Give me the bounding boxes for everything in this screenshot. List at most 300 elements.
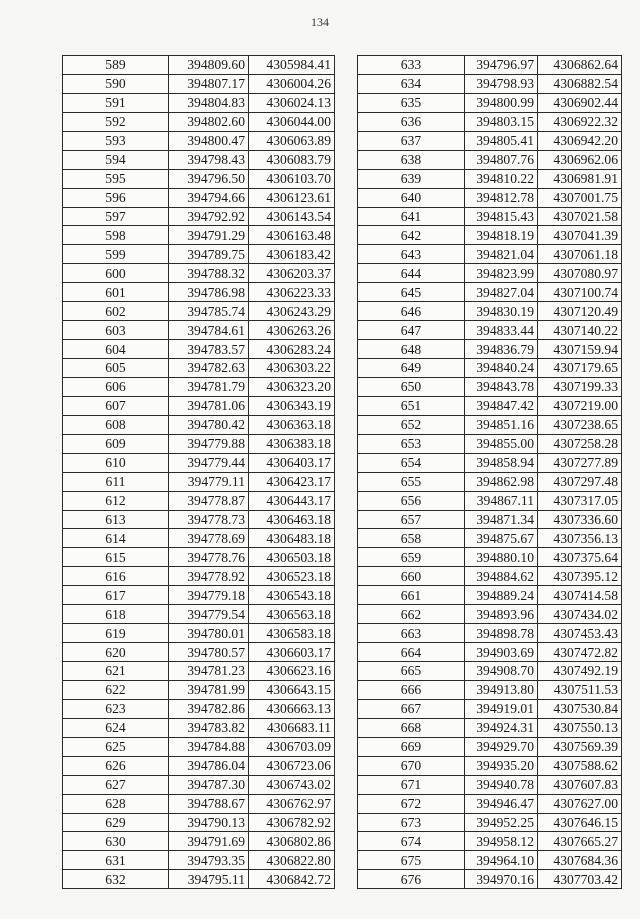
y-coordinate-cell: 4306123.61	[249, 188, 335, 207]
point-number-cell: 674	[358, 832, 465, 851]
y-coordinate-cell: 4306563.18	[249, 605, 335, 624]
point-number-cell: 652	[358, 415, 465, 434]
y-coordinate-cell: 4306343.19	[249, 396, 335, 415]
x-coordinate-cell: 394783.82	[169, 718, 249, 737]
x-coordinate-cell: 394804.83	[169, 93, 249, 112]
table-row	[63, 643, 335, 662]
x-coordinate-cell: 394778.69	[169, 529, 249, 548]
x-coordinate-cell: 394779.54	[169, 605, 249, 624]
table-row	[358, 188, 622, 207]
point-number-cell: 651	[358, 396, 465, 415]
y-coordinate-cell: 4307100.74	[538, 283, 622, 302]
table-row	[63, 264, 335, 283]
y-coordinate-cell: 4306143.54	[249, 207, 335, 226]
x-coordinate-cell: 394778.73	[169, 510, 249, 529]
y-coordinate-cell: 4306163.48	[249, 226, 335, 245]
y-coordinate-cell: 4306703.09	[249, 737, 335, 756]
table-row	[63, 226, 335, 245]
point-number-cell: 600	[63, 264, 169, 283]
table-row	[358, 169, 622, 188]
x-coordinate-cell: 394778.87	[169, 491, 249, 510]
table-row	[358, 56, 622, 75]
x-coordinate-cell: 394781.23	[169, 662, 249, 681]
point-number-cell: 617	[63, 586, 169, 605]
point-number-cell: 612	[63, 491, 169, 510]
x-coordinate-cell: 394958.12	[465, 832, 538, 851]
point-number-cell: 646	[358, 302, 465, 321]
y-coordinate-cell: 4307120.49	[538, 302, 622, 321]
x-coordinate-cell: 394788.67	[169, 794, 249, 813]
point-number-cell: 673	[358, 813, 465, 832]
y-coordinate-cell: 4306243.29	[249, 302, 335, 321]
y-coordinate-cell: 4306323.20	[249, 377, 335, 396]
point-number-cell: 653	[358, 434, 465, 453]
point-number-cell: 604	[63, 340, 169, 359]
table-row	[358, 112, 622, 131]
table-row	[63, 415, 335, 434]
y-coordinate-cell: 4305984.41	[249, 56, 335, 75]
point-number-cell: 663	[358, 624, 465, 643]
table-row	[358, 510, 622, 529]
table-row	[358, 832, 622, 851]
table-row	[358, 283, 622, 302]
y-coordinate-cell: 4307665.27	[538, 832, 622, 851]
y-coordinate-cell: 4306882.54	[538, 74, 622, 93]
table-row	[63, 662, 335, 681]
point-number-cell: 644	[358, 264, 465, 283]
y-coordinate-cell: 4306483.18	[249, 529, 335, 548]
table-row	[63, 586, 335, 605]
y-coordinate-cell: 4307588.62	[538, 756, 622, 775]
table-row	[63, 302, 335, 321]
y-coordinate-cell: 4306203.37	[249, 264, 335, 283]
point-number-cell: 594	[63, 150, 169, 169]
y-coordinate-cell: 4306063.89	[249, 131, 335, 150]
point-number-cell: 622	[63, 680, 169, 699]
x-coordinate-cell: 394908.70	[465, 662, 538, 681]
y-coordinate-cell: 4306083.79	[249, 150, 335, 169]
table-row	[63, 377, 335, 396]
table-row	[63, 529, 335, 548]
coordinates-table-left-body	[63, 56, 335, 889]
page-number: 134	[311, 15, 329, 29]
table-row	[63, 680, 335, 699]
point-number-cell: 616	[63, 567, 169, 586]
x-coordinate-cell: 394858.94	[465, 453, 538, 472]
x-coordinate-cell: 394796.97	[465, 56, 538, 75]
point-number-cell: 665	[358, 662, 465, 681]
y-coordinate-cell: 4307627.00	[538, 794, 622, 813]
table-row	[63, 851, 335, 870]
point-number-cell: 592	[63, 112, 169, 131]
point-number-cell: 650	[358, 377, 465, 396]
point-number-cell: 629	[63, 813, 169, 832]
y-coordinate-cell: 4306463.18	[249, 510, 335, 529]
x-coordinate-cell: 394964.10	[465, 851, 538, 870]
table-row	[358, 245, 622, 264]
y-coordinate-cell: 4307001.75	[538, 188, 622, 207]
y-coordinate-cell: 4307317.05	[538, 491, 622, 510]
point-number-cell: 593	[63, 131, 169, 150]
table-row	[63, 321, 335, 340]
table-row	[358, 662, 622, 681]
point-number-cell: 641	[358, 207, 465, 226]
point-number-cell: 657	[358, 510, 465, 529]
point-number-cell: 642	[358, 226, 465, 245]
y-coordinate-cell: 4306723.06	[249, 756, 335, 775]
x-coordinate-cell: 394786.04	[169, 756, 249, 775]
y-coordinate-cell: 4306623.16	[249, 662, 335, 681]
point-number-cell: 639	[358, 169, 465, 188]
point-number-cell: 619	[63, 624, 169, 643]
x-coordinate-cell: 394807.76	[465, 150, 538, 169]
table-row	[358, 93, 622, 112]
x-coordinate-cell: 394851.16	[465, 415, 538, 434]
y-coordinate-cell: 4306862.64	[538, 56, 622, 75]
point-number-cell: 634	[358, 74, 465, 93]
x-coordinate-cell: 394812.78	[465, 188, 538, 207]
y-coordinate-cell: 4307453.43	[538, 624, 622, 643]
table-row	[63, 169, 335, 188]
table-row	[63, 150, 335, 169]
point-number-cell: 597	[63, 207, 169, 226]
x-coordinate-cell: 394791.29	[169, 226, 249, 245]
x-coordinate-cell: 394794.66	[169, 188, 249, 207]
y-coordinate-cell: 4307179.65	[538, 359, 622, 378]
y-coordinate-cell: 4307530.84	[538, 699, 622, 718]
x-coordinate-cell: 394792.92	[169, 207, 249, 226]
x-coordinate-cell: 394780.42	[169, 415, 249, 434]
y-coordinate-cell: 4306663.13	[249, 699, 335, 718]
y-coordinate-cell: 4307684.36	[538, 851, 622, 870]
x-coordinate-cell: 394880.10	[465, 548, 538, 567]
y-coordinate-cell: 4307703.42	[538, 870, 622, 889]
x-coordinate-cell: 394782.63	[169, 359, 249, 378]
table-row	[358, 491, 622, 510]
point-number-cell: 615	[63, 548, 169, 567]
point-number-cell: 667	[358, 699, 465, 718]
table-row	[63, 188, 335, 207]
table-row	[358, 567, 622, 586]
table-row	[63, 756, 335, 775]
y-coordinate-cell: 4307472.82	[538, 643, 622, 662]
point-number-cell: 614	[63, 529, 169, 548]
point-number-cell: 648	[358, 340, 465, 359]
x-coordinate-cell: 394798.93	[465, 74, 538, 93]
table-row	[63, 510, 335, 529]
point-number-cell: 601	[63, 283, 169, 302]
y-coordinate-cell: 4306762.97	[249, 794, 335, 813]
point-number-cell: 666	[358, 680, 465, 699]
point-number-cell: 645	[358, 283, 465, 302]
x-coordinate-cell: 394862.98	[465, 472, 538, 491]
point-number-cell: 633	[358, 56, 465, 75]
point-number-cell: 599	[63, 245, 169, 264]
x-coordinate-cell: 394789.75	[169, 245, 249, 264]
x-coordinate-cell: 394871.34	[465, 510, 538, 529]
table-row	[358, 605, 622, 624]
table-row	[63, 832, 335, 851]
y-coordinate-cell: 4306363.18	[249, 415, 335, 434]
point-number-cell: 631	[63, 851, 169, 870]
y-coordinate-cell: 4306183.42	[249, 245, 335, 264]
table-row	[358, 680, 622, 699]
y-coordinate-cell: 4306942.20	[538, 131, 622, 150]
table-row	[63, 794, 335, 813]
table-row	[358, 624, 622, 643]
table-row	[358, 775, 622, 794]
y-coordinate-cell: 4307199.33	[538, 377, 622, 396]
table-row	[63, 699, 335, 718]
table-row	[358, 870, 622, 889]
table-row	[63, 112, 335, 131]
x-coordinate-cell: 394785.74	[169, 302, 249, 321]
table-row	[358, 586, 622, 605]
table-row	[358, 150, 622, 169]
x-coordinate-cell: 394790.13	[169, 813, 249, 832]
point-number-cell: 636	[358, 112, 465, 131]
point-number-cell: 656	[358, 491, 465, 510]
y-coordinate-cell: 4307375.64	[538, 548, 622, 567]
y-coordinate-cell: 4307356.13	[538, 529, 622, 548]
x-coordinate-cell: 394803.15	[465, 112, 538, 131]
table-row	[358, 699, 622, 718]
x-coordinate-cell: 394810.22	[465, 169, 538, 188]
point-number-cell: 647	[358, 321, 465, 340]
point-number-cell: 661	[358, 586, 465, 605]
point-number-cell: 635	[358, 93, 465, 112]
y-coordinate-cell: 4307414.58	[538, 586, 622, 605]
table-row	[358, 718, 622, 737]
table-row	[63, 245, 335, 264]
y-coordinate-cell: 4307061.18	[538, 245, 622, 264]
y-coordinate-cell: 4306303.22	[249, 359, 335, 378]
x-coordinate-cell: 394778.76	[169, 548, 249, 567]
x-coordinate-cell: 394788.32	[169, 264, 249, 283]
table-row	[63, 396, 335, 415]
y-coordinate-cell: 4306922.32	[538, 112, 622, 131]
y-coordinate-cell: 4307277.89	[538, 453, 622, 472]
table-row	[63, 472, 335, 491]
x-coordinate-cell: 394781.99	[169, 680, 249, 699]
y-coordinate-cell: 4306024.13	[249, 93, 335, 112]
y-coordinate-cell: 4307238.65	[538, 415, 622, 434]
table-row	[358, 74, 622, 93]
point-number-cell: 609	[63, 434, 169, 453]
point-number-cell: 670	[358, 756, 465, 775]
table-row	[63, 775, 335, 794]
y-coordinate-cell: 4306523.18	[249, 567, 335, 586]
x-coordinate-cell: 394796.50	[169, 169, 249, 188]
point-number-cell: 672	[358, 794, 465, 813]
table-row	[63, 93, 335, 112]
x-coordinate-cell: 394809.60	[169, 56, 249, 75]
y-coordinate-cell: 4307041.39	[538, 226, 622, 245]
table-row	[63, 340, 335, 359]
y-coordinate-cell: 4306423.17	[249, 472, 335, 491]
table-row	[358, 377, 622, 396]
point-number-cell: 632	[63, 870, 169, 889]
y-coordinate-cell: 4306902.44	[538, 93, 622, 112]
point-number-cell: 626	[63, 756, 169, 775]
point-number-cell: 655	[358, 472, 465, 491]
x-coordinate-cell: 394823.99	[465, 264, 538, 283]
y-coordinate-cell: 4306603.17	[249, 643, 335, 662]
x-coordinate-cell: 394843.78	[465, 377, 538, 396]
point-number-cell: 671	[358, 775, 465, 794]
point-number-cell: 654	[358, 453, 465, 472]
table-row	[358, 851, 622, 870]
x-coordinate-cell: 394779.88	[169, 434, 249, 453]
y-coordinate-cell: 4307021.58	[538, 207, 622, 226]
table-row	[358, 396, 622, 415]
y-coordinate-cell: 4306583.18	[249, 624, 335, 643]
table-row	[63, 605, 335, 624]
y-coordinate-cell: 4307550.13	[538, 718, 622, 737]
x-coordinate-cell: 394800.47	[169, 131, 249, 150]
table-row	[63, 718, 335, 737]
table-row	[358, 415, 622, 434]
x-coordinate-cell: 394791.69	[169, 832, 249, 851]
table-row	[358, 131, 622, 150]
x-coordinate-cell: 394815.43	[465, 207, 538, 226]
point-number-cell: 676	[358, 870, 465, 889]
point-number-cell: 590	[63, 74, 169, 93]
table-row	[63, 359, 335, 378]
table-row	[358, 340, 622, 359]
x-coordinate-cell: 394780.01	[169, 624, 249, 643]
x-coordinate-cell: 394940.78	[465, 775, 538, 794]
x-coordinate-cell: 394800.99	[465, 93, 538, 112]
x-coordinate-cell: 394847.42	[465, 396, 538, 415]
x-coordinate-cell: 394784.61	[169, 321, 249, 340]
x-coordinate-cell: 394805.41	[465, 131, 538, 150]
table-row	[358, 207, 622, 226]
table-row	[63, 283, 335, 302]
x-coordinate-cell: 394830.19	[465, 302, 538, 321]
table-row	[63, 548, 335, 567]
table-row	[358, 813, 622, 832]
point-number-cell: 608	[63, 415, 169, 434]
y-coordinate-cell: 4306263.26	[249, 321, 335, 340]
table-row	[358, 302, 622, 321]
x-coordinate-cell: 394889.24	[465, 586, 538, 605]
y-coordinate-cell: 4306103.70	[249, 169, 335, 188]
point-number-cell: 638	[358, 150, 465, 169]
x-coordinate-cell: 394924.31	[465, 718, 538, 737]
x-coordinate-cell: 394779.44	[169, 453, 249, 472]
y-coordinate-cell: 4307395.12	[538, 567, 622, 586]
table-row	[358, 264, 622, 283]
x-coordinate-cell: 394807.17	[169, 74, 249, 93]
y-coordinate-cell: 4307511.53	[538, 680, 622, 699]
table-row	[63, 491, 335, 510]
table-row	[358, 321, 622, 340]
point-number-cell: 621	[63, 662, 169, 681]
point-number-cell: 640	[358, 188, 465, 207]
x-coordinate-cell: 394913.80	[465, 680, 538, 699]
x-coordinate-cell: 394793.35	[169, 851, 249, 870]
table-row	[63, 567, 335, 586]
x-coordinate-cell: 394818.19	[465, 226, 538, 245]
x-coordinate-cell: 394782.86	[169, 699, 249, 718]
coordinates-table-right	[357, 55, 622, 889]
table-row	[358, 226, 622, 245]
table-row	[63, 434, 335, 453]
table-row	[358, 643, 622, 662]
x-coordinate-cell: 394798.43	[169, 150, 249, 169]
point-number-cell: 620	[63, 643, 169, 662]
y-coordinate-cell: 4306962.06	[538, 150, 622, 169]
y-coordinate-cell: 4306802.86	[249, 832, 335, 851]
x-coordinate-cell: 394802.60	[169, 112, 249, 131]
table-row	[63, 870, 335, 889]
point-number-cell: 605	[63, 359, 169, 378]
x-coordinate-cell: 394827.04	[465, 283, 538, 302]
x-coordinate-cell: 394780.57	[169, 643, 249, 662]
x-coordinate-cell: 394946.47	[465, 794, 538, 813]
table-row	[358, 359, 622, 378]
x-coordinate-cell: 394784.88	[169, 737, 249, 756]
point-number-cell: 643	[358, 245, 465, 264]
x-coordinate-cell: 394779.18	[169, 586, 249, 605]
point-number-cell: 627	[63, 775, 169, 794]
point-number-cell: 668	[358, 718, 465, 737]
table-row	[358, 737, 622, 756]
y-coordinate-cell: 4306004.26	[249, 74, 335, 93]
x-coordinate-cell: 394898.78	[465, 624, 538, 643]
table-row	[63, 131, 335, 150]
y-coordinate-cell: 4306223.33	[249, 283, 335, 302]
point-number-cell: 606	[63, 377, 169, 396]
y-coordinate-cell: 4307140.22	[538, 321, 622, 340]
y-coordinate-cell: 4306842.72	[249, 870, 335, 889]
table-row	[63, 56, 335, 75]
y-coordinate-cell: 4307569.39	[538, 737, 622, 756]
point-number-cell: 613	[63, 510, 169, 529]
point-number-cell: 623	[63, 699, 169, 718]
y-coordinate-cell: 4307297.48	[538, 472, 622, 491]
y-coordinate-cell: 4306443.17	[249, 491, 335, 510]
y-coordinate-cell: 4307258.28	[538, 434, 622, 453]
y-coordinate-cell: 4306981.91	[538, 169, 622, 188]
x-coordinate-cell: 394786.98	[169, 283, 249, 302]
point-number-cell: 675	[358, 851, 465, 870]
y-coordinate-cell: 4306782.92	[249, 813, 335, 832]
y-coordinate-cell: 4306044.00	[249, 112, 335, 131]
point-number-cell: 591	[63, 93, 169, 112]
y-coordinate-cell: 4307607.83	[538, 775, 622, 794]
x-coordinate-cell: 394821.04	[465, 245, 538, 264]
table-row	[358, 756, 622, 775]
x-coordinate-cell: 394884.62	[465, 567, 538, 586]
table-row	[63, 453, 335, 472]
x-coordinate-cell: 394970.16	[465, 870, 538, 889]
y-coordinate-cell: 4307646.15	[538, 813, 622, 832]
point-number-cell: 596	[63, 188, 169, 207]
x-coordinate-cell: 394893.96	[465, 605, 538, 624]
table-row	[358, 794, 622, 813]
y-coordinate-cell: 4306543.18	[249, 586, 335, 605]
x-coordinate-cell: 394875.67	[465, 529, 538, 548]
table-row	[358, 472, 622, 491]
table-row	[358, 548, 622, 567]
point-number-cell: 649	[358, 359, 465, 378]
y-coordinate-cell: 4306403.17	[249, 453, 335, 472]
y-coordinate-cell: 4307492.19	[538, 662, 622, 681]
x-coordinate-cell: 394787.30	[169, 775, 249, 794]
point-number-cell: 664	[358, 643, 465, 662]
